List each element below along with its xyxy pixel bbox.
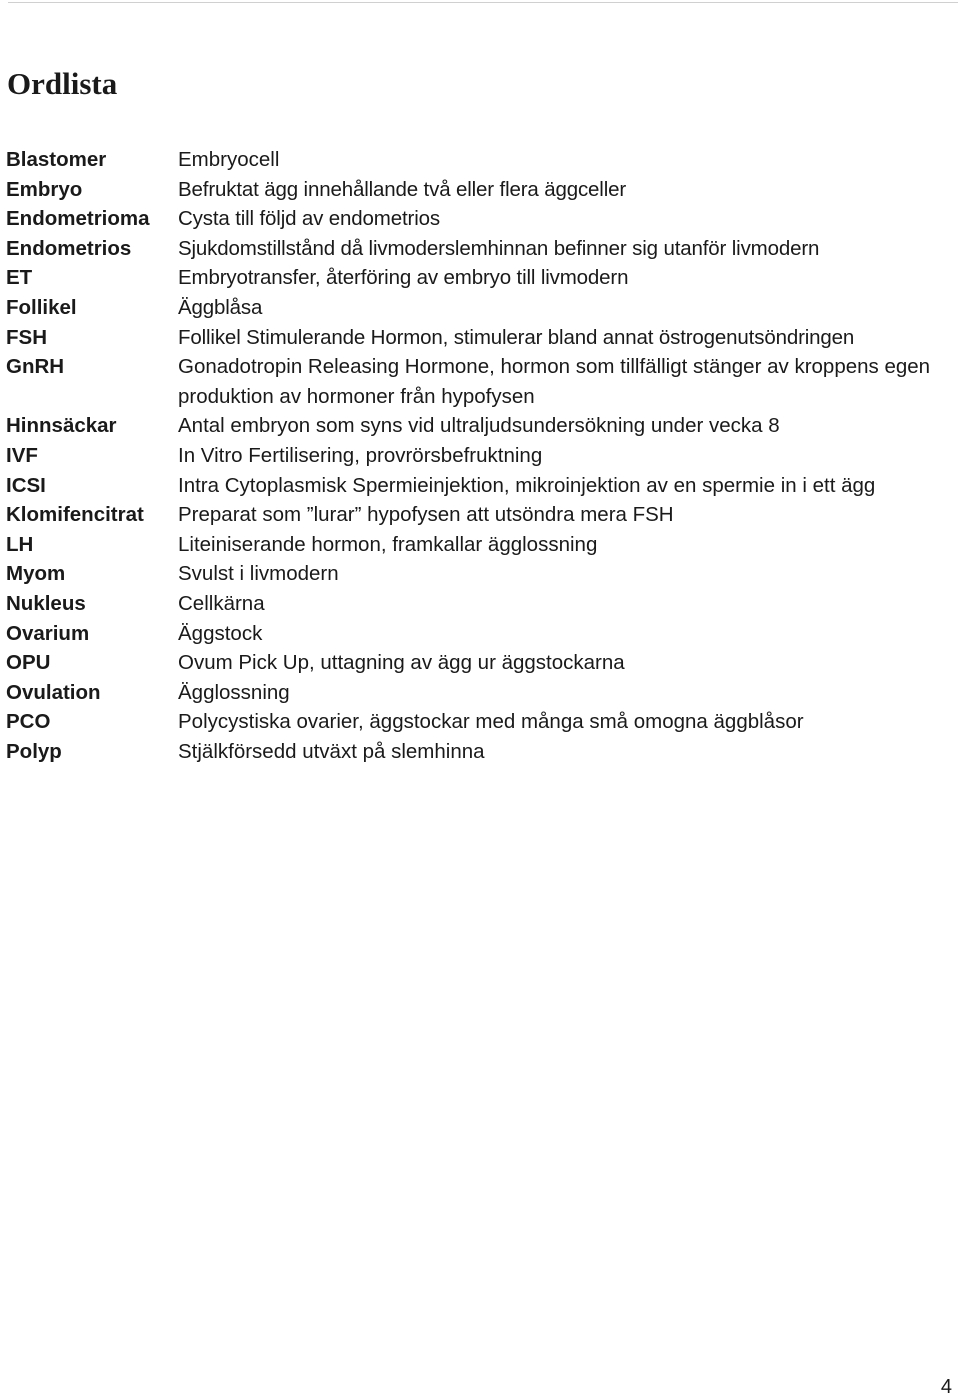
glossary-entry-blastomer (6, 145, 958, 175)
glossary-definition: Cysta till följd av endometrios (178, 207, 440, 231)
glossary-definition: Äggblåsa (178, 295, 263, 319)
glossary-term: Embryo (6, 177, 83, 201)
glossary-term: Hinnsäckar (6, 414, 117, 438)
glossary-definition: Ägglossning (178, 680, 290, 704)
page-number: 4 (940, 1376, 952, 1398)
glossary-term: ICSI (6, 473, 46, 497)
glossary-definition: Sjukdomstillstånd då livmoderslemhinnan befinner sig utanför livmodern (178, 236, 820, 260)
top-rule (8, 2, 958, 3)
glossary-term: FSH (6, 325, 47, 349)
glossary-term: Blastomer (6, 148, 107, 171)
glossary-term: Ovulation (6, 680, 101, 704)
page-title: Ordlista (7, 66, 118, 101)
glossary-definition: Embryocell (178, 148, 280, 171)
glossary-entry-fsh (6, 323, 958, 353)
glossary-entry-myom (6, 559, 958, 589)
glossary-term: Nukleus (6, 591, 86, 615)
glossary-term: Endometrioma (6, 207, 150, 231)
glossary-term: Endometrios (6, 236, 132, 260)
glossary-entry-hinnsackar (6, 411, 958, 441)
glossary-definition: Intra Cytoplasmisk Spermieinjektion, mikroinjektion av en spermie in i ett ägg (178, 473, 876, 497)
glossary-term: Klomifencitrat (6, 503, 144, 527)
glossary-entry-opu (6, 648, 958, 678)
glossary-entry-polyp (6, 737, 958, 767)
glossary-definition: In Vitro Fertilisering, provrörsbefruktning (178, 443, 543, 467)
glossary-definition: Preparat som ”lurar” hypofysen att utsöndra mera FSH (178, 503, 674, 527)
glossary-entry-endometrioma (6, 204, 958, 234)
glossary-entry-ovulation (6, 678, 958, 708)
glossary-definition: Antal embryon som syns vid ultraljudsundersökning under vecka 8 (178, 414, 780, 438)
glossary-term: Follikel (6, 295, 77, 319)
glossary-definition: Liteiniserande hormon, framkallar ägglossning (178, 532, 598, 556)
glossary-entry-follikel (6, 293, 958, 323)
glossary-term: ET (6, 266, 33, 290)
glossary-definition: Gonadotropin Releasing Hormone, hormon som tillfälligt stänger av kroppens egen produktion av hormoner från hypofysen (178, 355, 931, 408)
glossary-entry-lh (6, 530, 958, 560)
glossary-entry-et (6, 263, 958, 293)
glossary-term: LH (6, 532, 34, 556)
glossary-entry-pco (6, 707, 958, 737)
glossary-entry-icsi (6, 471, 958, 501)
glossary-term: Polyp (6, 739, 62, 763)
glossary-entry-embryo (6, 175, 958, 205)
glossary-definition: Svulst i livmodern (178, 562, 339, 586)
glossary-definition: Polycystiska ovarier, äggstockar med många små omogna äggblåsor (178, 710, 804, 734)
glossary-definition: Ovum Pick Up, uttagning av ägg ur äggstockarna (178, 651, 625, 675)
glossary-term: GnRH (6, 355, 65, 379)
glossary-term: Ovarium (6, 621, 90, 645)
glossary-definition: Follikel Stimulerande Hormon, stimulerar bland annat östrogenutsöndringen (178, 325, 855, 349)
glossary-definition: Äggstock (178, 621, 263, 645)
glossary-term: IVF (6, 443, 38, 467)
glossary-term: PCO (6, 710, 51, 734)
glossary-entry-ovarium (6, 619, 958, 649)
glossary-entry-nukleus (6, 589, 958, 619)
glossary-definition: Befruktat ägg innehållande två eller flera äggceller (178, 177, 627, 201)
glossary-term: OPU (6, 651, 51, 675)
glossary-definition: Embryotransfer, återföring av embryo till livmodern (178, 266, 629, 290)
glossary-definition: Stjälkförsedd utväxt på slemhinna (178, 739, 485, 763)
glossary-definition: Cellkärna (178, 591, 265, 615)
glossary-list (6, 145, 958, 766)
glossary-entry-ivf (6, 441, 958, 471)
glossary-term: Myom (6, 562, 66, 586)
glossary-entry-klomifencitrat (6, 500, 958, 530)
glossary-entry-endometrios (6, 234, 958, 264)
glossary-entry-gnrh (6, 352, 958, 411)
